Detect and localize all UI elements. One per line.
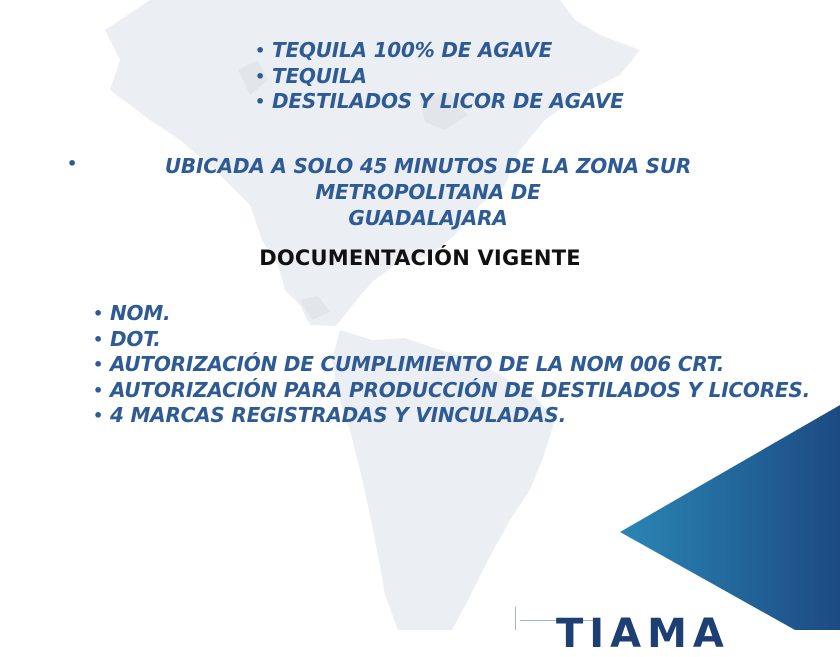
location-note — [92, 153, 764, 231]
product-list — [272, 38, 624, 115]
location-bullet-icon: • — [67, 154, 78, 173]
brand-logo: TIAMA — [556, 611, 730, 657]
documentation-item: • DOT. — [110, 327, 810, 353]
location-line: GUADALAJARA — [348, 206, 508, 230]
decorative-triangle — [620, 405, 840, 630]
documentation-heading: DOCUMENTACIÓN VIGENTE — [259, 246, 581, 270]
documentation-item: • AUTORIZACIÓN DE CUMPLIMIENTO DE LA NOM 006 CRT. — [110, 352, 810, 378]
documentation-item: • 4 MARCAS REGISTRADAS Y VINCULADAS. — [110, 403, 810, 429]
documentation-item: • NOM. — [110, 301, 810, 327]
documentation-item: • AUTORIZACIÓN PARA PRODUCCIÓN DE DESTILADOS Y LICORES. — [110, 378, 810, 404]
product-item: • TEQUILA 100% DE AGAVE — [272, 38, 624, 64]
product-item: • TEQUILA — [272, 64, 624, 90]
product-item: • DESTILADOS Y LICOR DE AGAVE — [272, 89, 624, 115]
brand-divider — [515, 607, 516, 630]
location-line: UBICADA A SOLO 45 MINUTOS DE LA ZONA SUR METROPOLITANA DE — [164, 154, 692, 204]
